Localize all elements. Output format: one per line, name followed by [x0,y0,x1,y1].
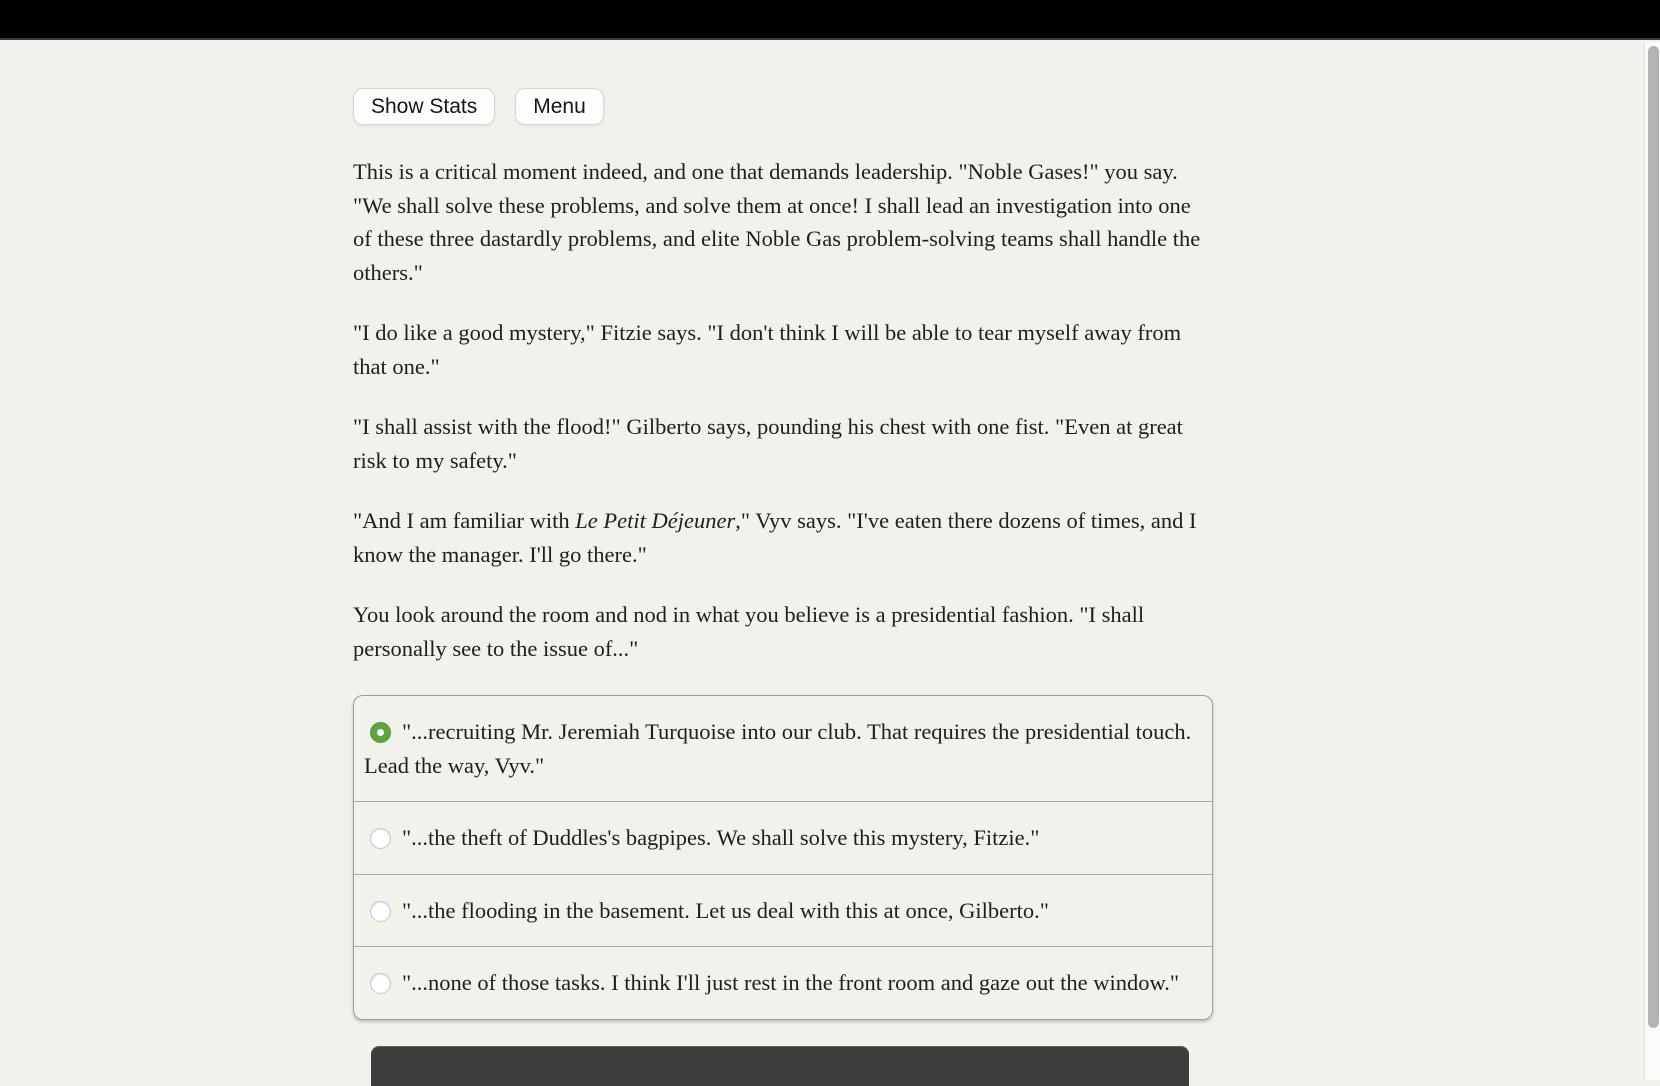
story-paragraph: "I do like a good mystery," Fitzie says. "I don't think I will be able to tear myself away from that one." [353,320,1182,379]
choice-option-recruit-turquoise[interactable] [354,696,1212,801]
story-paragraph: "I shall assist with the flood!" Gilberto says, pounding his chest with one fist. "Even at great risk to my safety." [353,414,1183,473]
top-bar [0,0,1660,40]
choice-option-basement-flood[interactable] [354,874,1212,947]
radio-dot [377,835,384,842]
scrollbar-thumb[interactable] [1648,46,1659,1028]
menu-button[interactable]: Menu [515,88,604,125]
choice-group [353,695,1213,1020]
story-paragraph: This is a critical moment indeed, and one that demands leadership. "Noble Gases!" you say. "We shall solve these problems, and solve them at once! I shall lead an investigation into one of these three dastardly problems, and elite Noble Gas problem-solving teams shall handle the others." [353,159,1201,285]
radio-dot [377,729,384,736]
toolbar [353,88,1213,125]
choice-label: "...the flooding in the basement. Let us deal with this at once, Gilberto." [402,897,1049,923]
radio-dot [377,908,384,915]
choice-option-bagpipe-theft[interactable] [354,801,1212,874]
choice-label: "...none of those tasks. I think I'll just rest in the front room and gaze out the window." [402,970,1180,995]
paragraph-segment: "And I am familiar with [353,508,576,533]
story-page [353,40,1213,1086]
story-text [353,155,1213,665]
choice-option-rest-front-room[interactable] [354,946,1212,1019]
show-stats-button[interactable]: Show Stats [353,88,495,125]
radio-button-icon[interactable] [370,828,391,849]
choice-label: "...recruiting Mr. Jeremiah Turquoise into our club. That requires the presidential touch. Lead the way, Vyv." [364,719,1192,778]
paragraph-segment: ," Vyv says. "I've eaten there dozens of times, and I know the manager. I'll go there." [353,508,1197,567]
radio-dot [377,980,384,987]
italic-restaurant-name: Le Petit Déjeuner [575,508,736,533]
choice-label: "...the theft of Duddles's bagpipes. We shall solve this mystery, Fitzie." [402,825,1040,850]
story-paragraph: You look around the room and nod in what you believe is a presidential fashion. "I shall personally see to the issue of..." [353,602,1145,661]
radio-button-icon[interactable] [370,722,391,743]
radio-button-icon[interactable] [370,973,391,994]
story-paragraph [353,504,1213,571]
radio-button-icon[interactable] [370,901,391,922]
scrollbar-track[interactable] [1644,42,1660,1080]
